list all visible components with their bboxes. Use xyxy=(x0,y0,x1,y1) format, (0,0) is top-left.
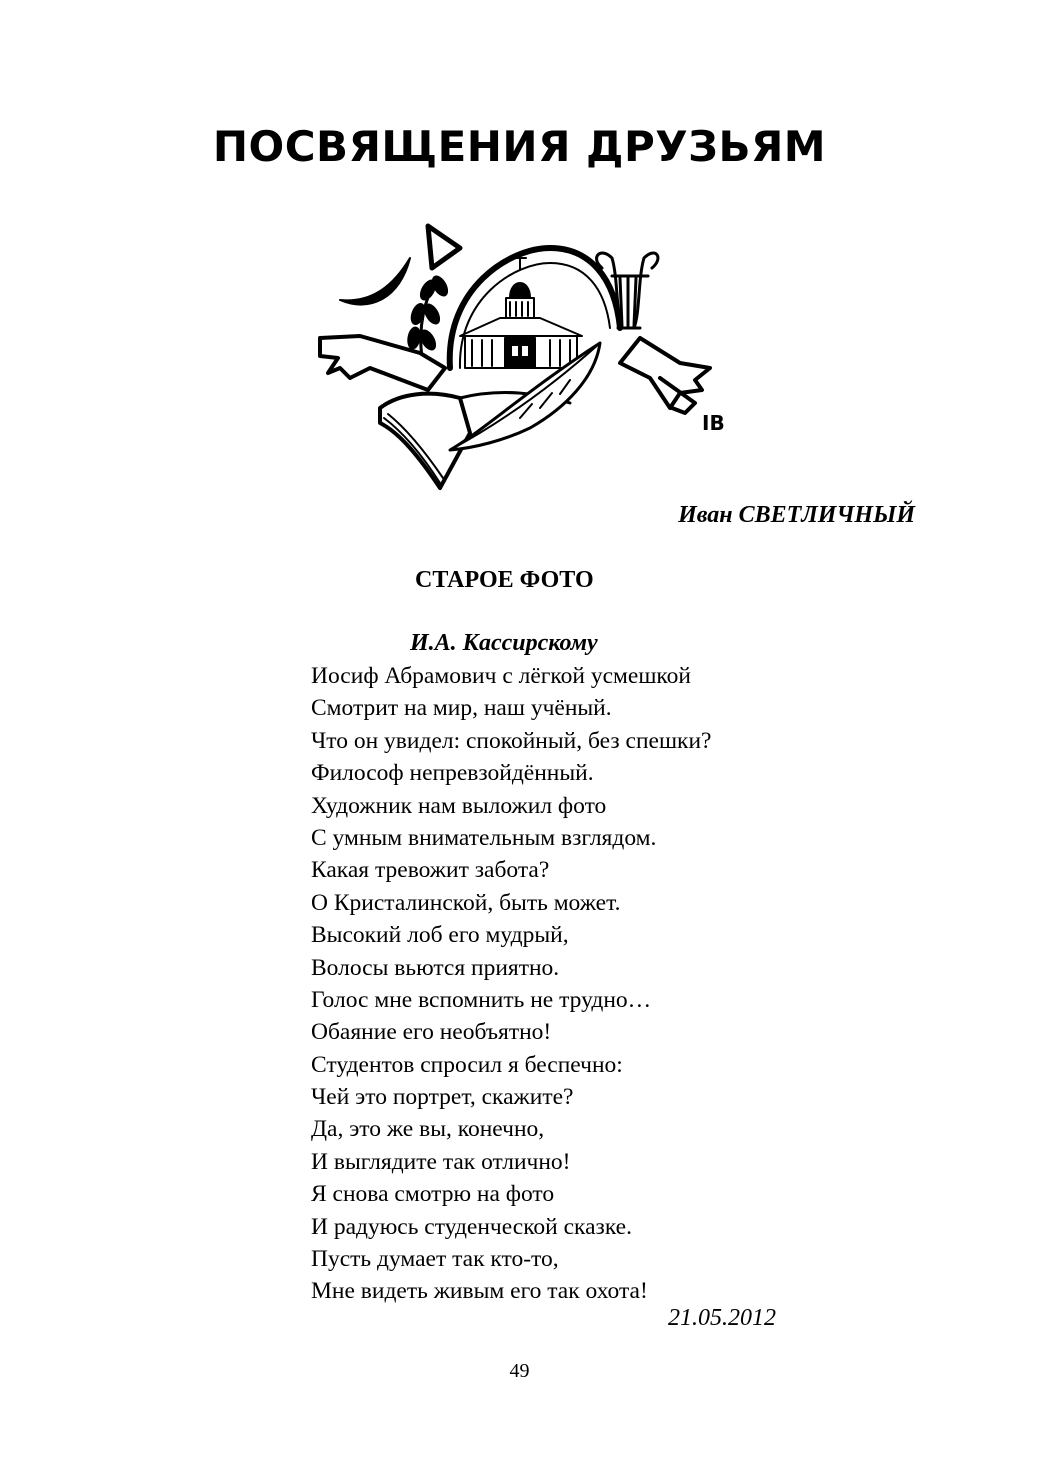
poem-line: Обаяние его необъятно! xyxy=(311,1019,552,1046)
poem-line: Да, это же вы, конечно, xyxy=(311,1116,545,1143)
poem-line: Что он увидел: спокойный, без спешки? xyxy=(311,727,712,754)
poem-line: Художник нам выложил фото xyxy=(311,792,607,819)
poem-body xyxy=(311,660,711,1308)
page-number: 49 xyxy=(509,1360,530,1382)
section-title: ПОСВЯЩЕНИЯ ДРУЗЬЯМ xyxy=(212,122,827,171)
crescent-moon-icon xyxy=(340,258,410,305)
poem-line: И радуюсь студенческой сказке. xyxy=(311,1213,632,1240)
poem-line: О Кристалинской, быть может. xyxy=(311,889,621,916)
poem-dedication: И.А. Кассирскому xyxy=(410,630,598,656)
university-building-icon xyxy=(460,258,582,368)
poem-line: Какая тревожит забота? xyxy=(311,857,550,884)
poem-line: Волосы вьются приятно. xyxy=(311,954,560,981)
poem-line: Философ непревзойдённый. xyxy=(311,760,594,787)
lyre-icon xyxy=(597,253,658,328)
poem-line: Высокий лоб его мудрый, xyxy=(311,922,569,949)
poem-line: Смотрит на мир, наш учёный. xyxy=(311,695,612,722)
poem-line: И выглядите так отлично! xyxy=(311,1148,571,1175)
poem-author: Иван СВЕТЛИЧНЫЙ xyxy=(678,502,915,528)
triangle-icon xyxy=(428,226,460,268)
poem-title: СТАРОЕ ФОТО xyxy=(415,567,594,593)
university-emblem-illustration xyxy=(300,218,740,500)
artist-monogram: ІВ xyxy=(702,411,725,435)
poem-line: Чей это портрет, скажите? xyxy=(311,1084,574,1111)
right-ribbon xyxy=(620,338,710,408)
poem-line: Я снова смотрю на фото xyxy=(311,1181,555,1208)
poem-line: С умным внимательным взглядом. xyxy=(311,824,657,851)
poem-line: Пусть думает так кто-то, xyxy=(311,1246,559,1273)
poem-line: Голос мне вспомнить не трудно… xyxy=(311,986,652,1013)
laurel-branch-icon xyxy=(406,273,451,358)
poem-line: Мне видеть живым его так охота! xyxy=(311,1278,648,1305)
poem-line: Иосиф Абрамович с лёгкой усмешкой xyxy=(311,663,691,689)
poem-date: 21.05.2012 xyxy=(668,1305,776,1331)
poem-line: Студентов спросил я беспечно: xyxy=(311,1051,623,1078)
